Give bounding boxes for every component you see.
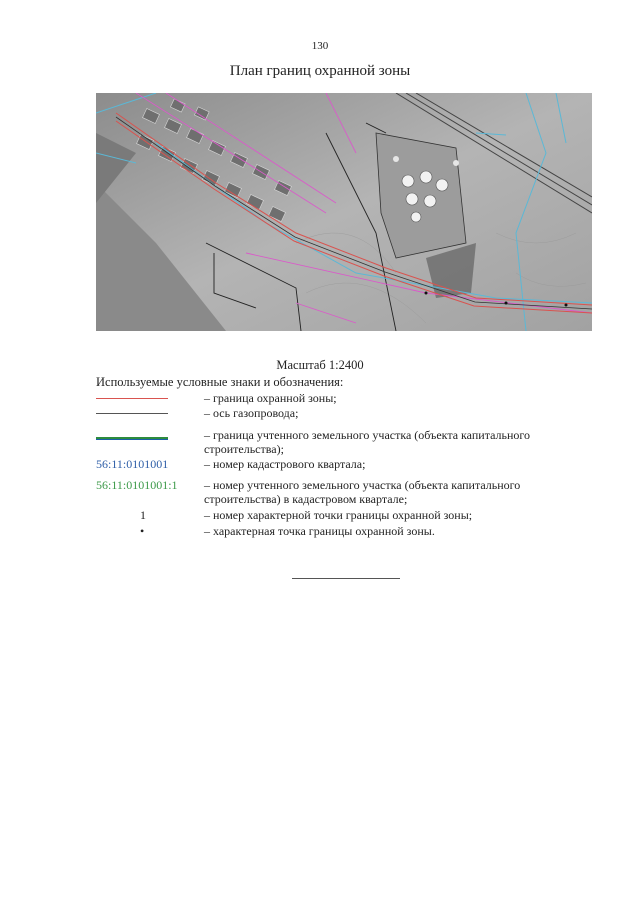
scale-label: Масштаб 1:2400	[276, 358, 364, 372]
plan-title: План границ охранной зоны	[229, 63, 411, 79]
legend-description: – граница охранной зоны;	[204, 391, 337, 405]
legend-symbol-text: 56:11:0101001	[96, 457, 169, 471]
legend-description: – номер кадастрового квартала;	[204, 457, 366, 471]
tank-farm	[376, 133, 466, 258]
legend-description: – характерная точка границы охранной зоны.	[204, 524, 435, 538]
legend-line-sample-inner	[96, 439, 168, 440]
legend-description: – номер характерной точки границы охранной зоны;	[204, 508, 473, 522]
aerial-map[interactable]	[96, 93, 592, 331]
legend-line-sample	[96, 413, 168, 414]
legend-symbol-text: 56:11:0101001:1	[96, 478, 178, 492]
legend-heading: Используемые условные знаки и обозначения:	[96, 375, 344, 389]
page-number: 130	[311, 40, 329, 52]
map-drawing	[96, 93, 592, 331]
legend-description: – ось газопровода;	[204, 406, 299, 420]
separator-line	[292, 578, 400, 579]
legend-description: – номер учтенного земельного участка (объекта капитального строительства) в кадастровом квартале;	[204, 478, 521, 506]
legend-description: – граница учтенного земельного участка (объекта капитального строительства);	[204, 428, 531, 456]
legend-symbol-text: 1	[140, 508, 146, 522]
legend-line-sample	[96, 398, 168, 399]
legend-symbol-text: •	[140, 524, 145, 538]
